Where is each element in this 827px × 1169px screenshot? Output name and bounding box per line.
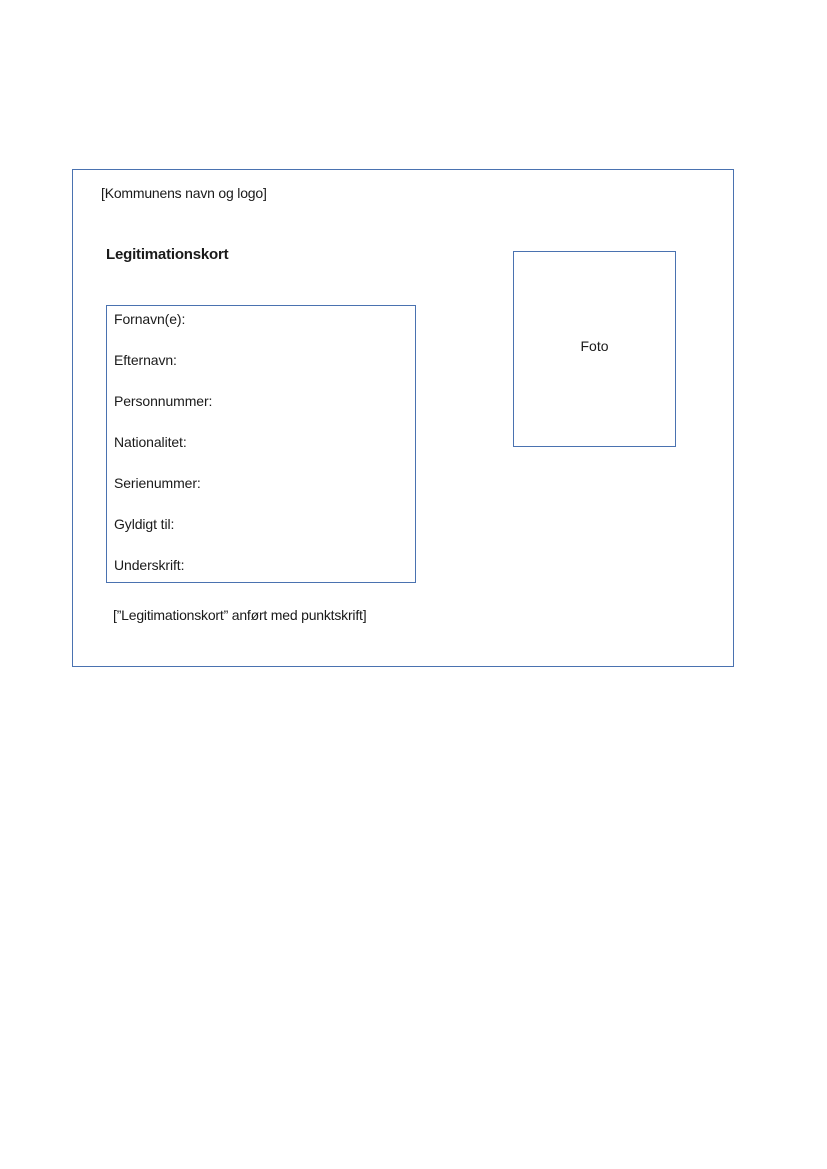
field-first-names: Fornavn(e): [114,311,186,327]
photo-label: Foto [580,338,609,354]
card-title: Legitimationskort [106,246,229,263]
field-personal-number: Personnummer: [114,393,213,409]
field-valid-until: Gyldigt til: [114,516,175,532]
field-serial-number: Serienummer: [114,475,201,491]
fields-box [106,305,416,583]
id-card [72,169,734,667]
field-nationality: Nationalitet: [114,434,187,450]
field-signature: Underskrift: [114,557,185,573]
field-surname: Efternavn: [114,352,177,368]
braille-note: [”Legitimationskort” anført med punktskrift] [113,607,367,623]
municipality-name-logo-placeholder: [Kommunens navn og logo] [101,185,267,201]
photo-box [513,251,676,447]
